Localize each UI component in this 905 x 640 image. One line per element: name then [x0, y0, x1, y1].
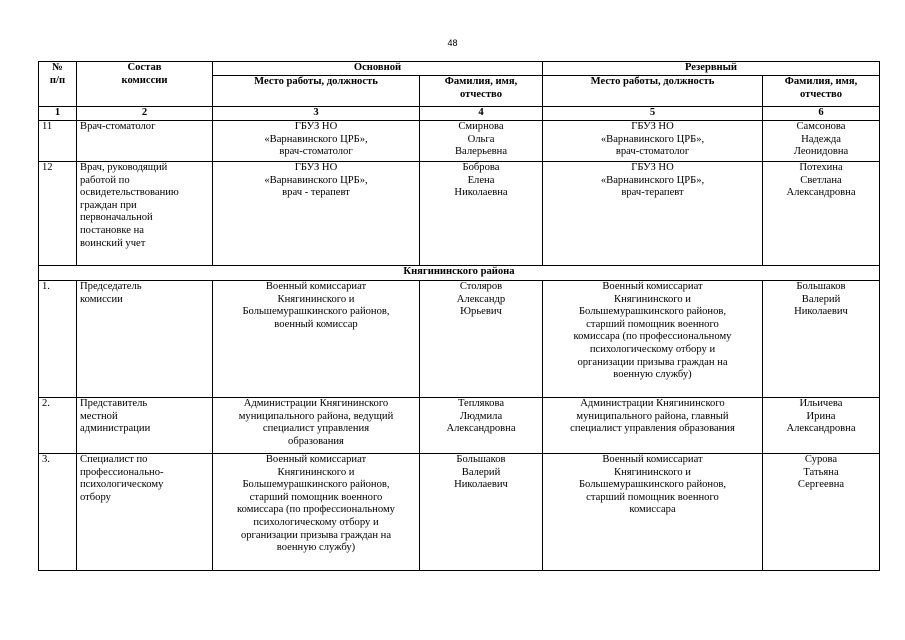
col-number-5: 5: [543, 107, 763, 121]
row-main-work: ГБУЗ НО «Варнавинского ЦРБ», врач-стоматолог: [213, 121, 420, 162]
header-fio-main: Фамилия, имя, отчество: [420, 76, 543, 107]
header-num: № п/п: [39, 62, 77, 107]
row-res-work: Военный комиссариат Княгининского и Большемурашкинского районов, старший помощник военного комиссара: [543, 454, 763, 571]
row-res-name: Потехина Светлана Александровна: [763, 162, 880, 266]
col-number-3: 3: [213, 107, 420, 121]
row-role: Врач-стоматолог: [77, 121, 213, 162]
row-res-name: Большаков Валерий Николаевич: [763, 281, 880, 398]
page-number: 48: [447, 38, 458, 48]
table-row: [39, 454, 880, 571]
row-res-name: Сурова Татьяна Сергеевна: [763, 454, 880, 571]
row-res-work: Военный комиссариат Княгининского и Большемурашкинского районов, старший помощник военного комиссара (по профессиональному психологическому отбору и организации призыва граждан на военную службу): [543, 281, 763, 398]
row-num: 12: [39, 162, 77, 266]
row-res-work: Администрации Княгининского муниципального района, главный специалист управления образования: [543, 398, 763, 454]
row-num: 2.: [39, 398, 77, 454]
header-fio-reserve: Фамилия, имя, отчество: [763, 76, 880, 107]
row-num: 11: [39, 121, 77, 162]
row-main-name: Теплякова Людмила Александровна: [420, 398, 543, 454]
row-res-work: ГБУЗ НО «Варнавинского ЦРБ», врач-терапевт: [543, 162, 763, 266]
header-composition: Состав комиссии: [77, 62, 213, 107]
header-main: Основной: [213, 62, 543, 76]
header-reserve: Резервный: [543, 62, 880, 76]
row-role: Представитель местной администрации: [77, 398, 213, 454]
row-main-work: Военный комиссариат Княгининского и Большемурашкинского районов, военный комиссар: [213, 281, 420, 398]
col-number-4: 4: [420, 107, 543, 121]
header-workplace-main: Место работы, должность: [213, 76, 420, 107]
row-role: Врач, руководящий работой по освидетельствованию граждан при первоначальной постановке на воинский учет: [77, 162, 213, 266]
row-main-name: Боброва Елена Николаевна: [420, 162, 543, 266]
commission-table: [38, 61, 880, 571]
row-num: 1.: [39, 281, 77, 398]
row-main-work: ГБУЗ НО «Варнавинского ЦРБ», врач - терапевт: [213, 162, 420, 266]
table-row: [39, 162, 880, 266]
row-role: Председатель комиссии: [77, 281, 213, 398]
row-res-name: Самсонова Надежда Леонидовна: [763, 121, 880, 162]
row-main-name: Большаков Валерий Николаевич: [420, 454, 543, 571]
row-main-name: Смирнова Ольга Валерьевна: [420, 121, 543, 162]
row-num: 3.: [39, 454, 77, 571]
row-main-name: Столяров Александр Юрьевич: [420, 281, 543, 398]
table-row: [39, 281, 880, 398]
row-res-name: Ильичева Ирина Александровна: [763, 398, 880, 454]
header-workplace-reserve: Место работы, должность: [543, 76, 763, 107]
table-row: [39, 398, 880, 454]
col-number-2: 2: [77, 107, 213, 121]
col-number-6: 6: [763, 107, 880, 121]
section-title: Княгининского района: [39, 266, 880, 281]
table-row: [39, 121, 880, 162]
row-res-work: ГБУЗ НО «Варнавинского ЦРБ», врач-стоматолог: [543, 121, 763, 162]
row-role: Специалист по профессионально- психологическому отбору: [77, 454, 213, 571]
row-main-work: Администрации Княгининского муниципального района, ведущий специалист управления образования: [213, 398, 420, 454]
row-main-work: Военный комиссариат Княгининского и Большемурашкинского районов, старший помощник военного комиссара (по профессиональному психологическому отбору и организации призыва граждан на военную службу): [213, 454, 420, 571]
col-number-1: 1: [39, 107, 77, 121]
